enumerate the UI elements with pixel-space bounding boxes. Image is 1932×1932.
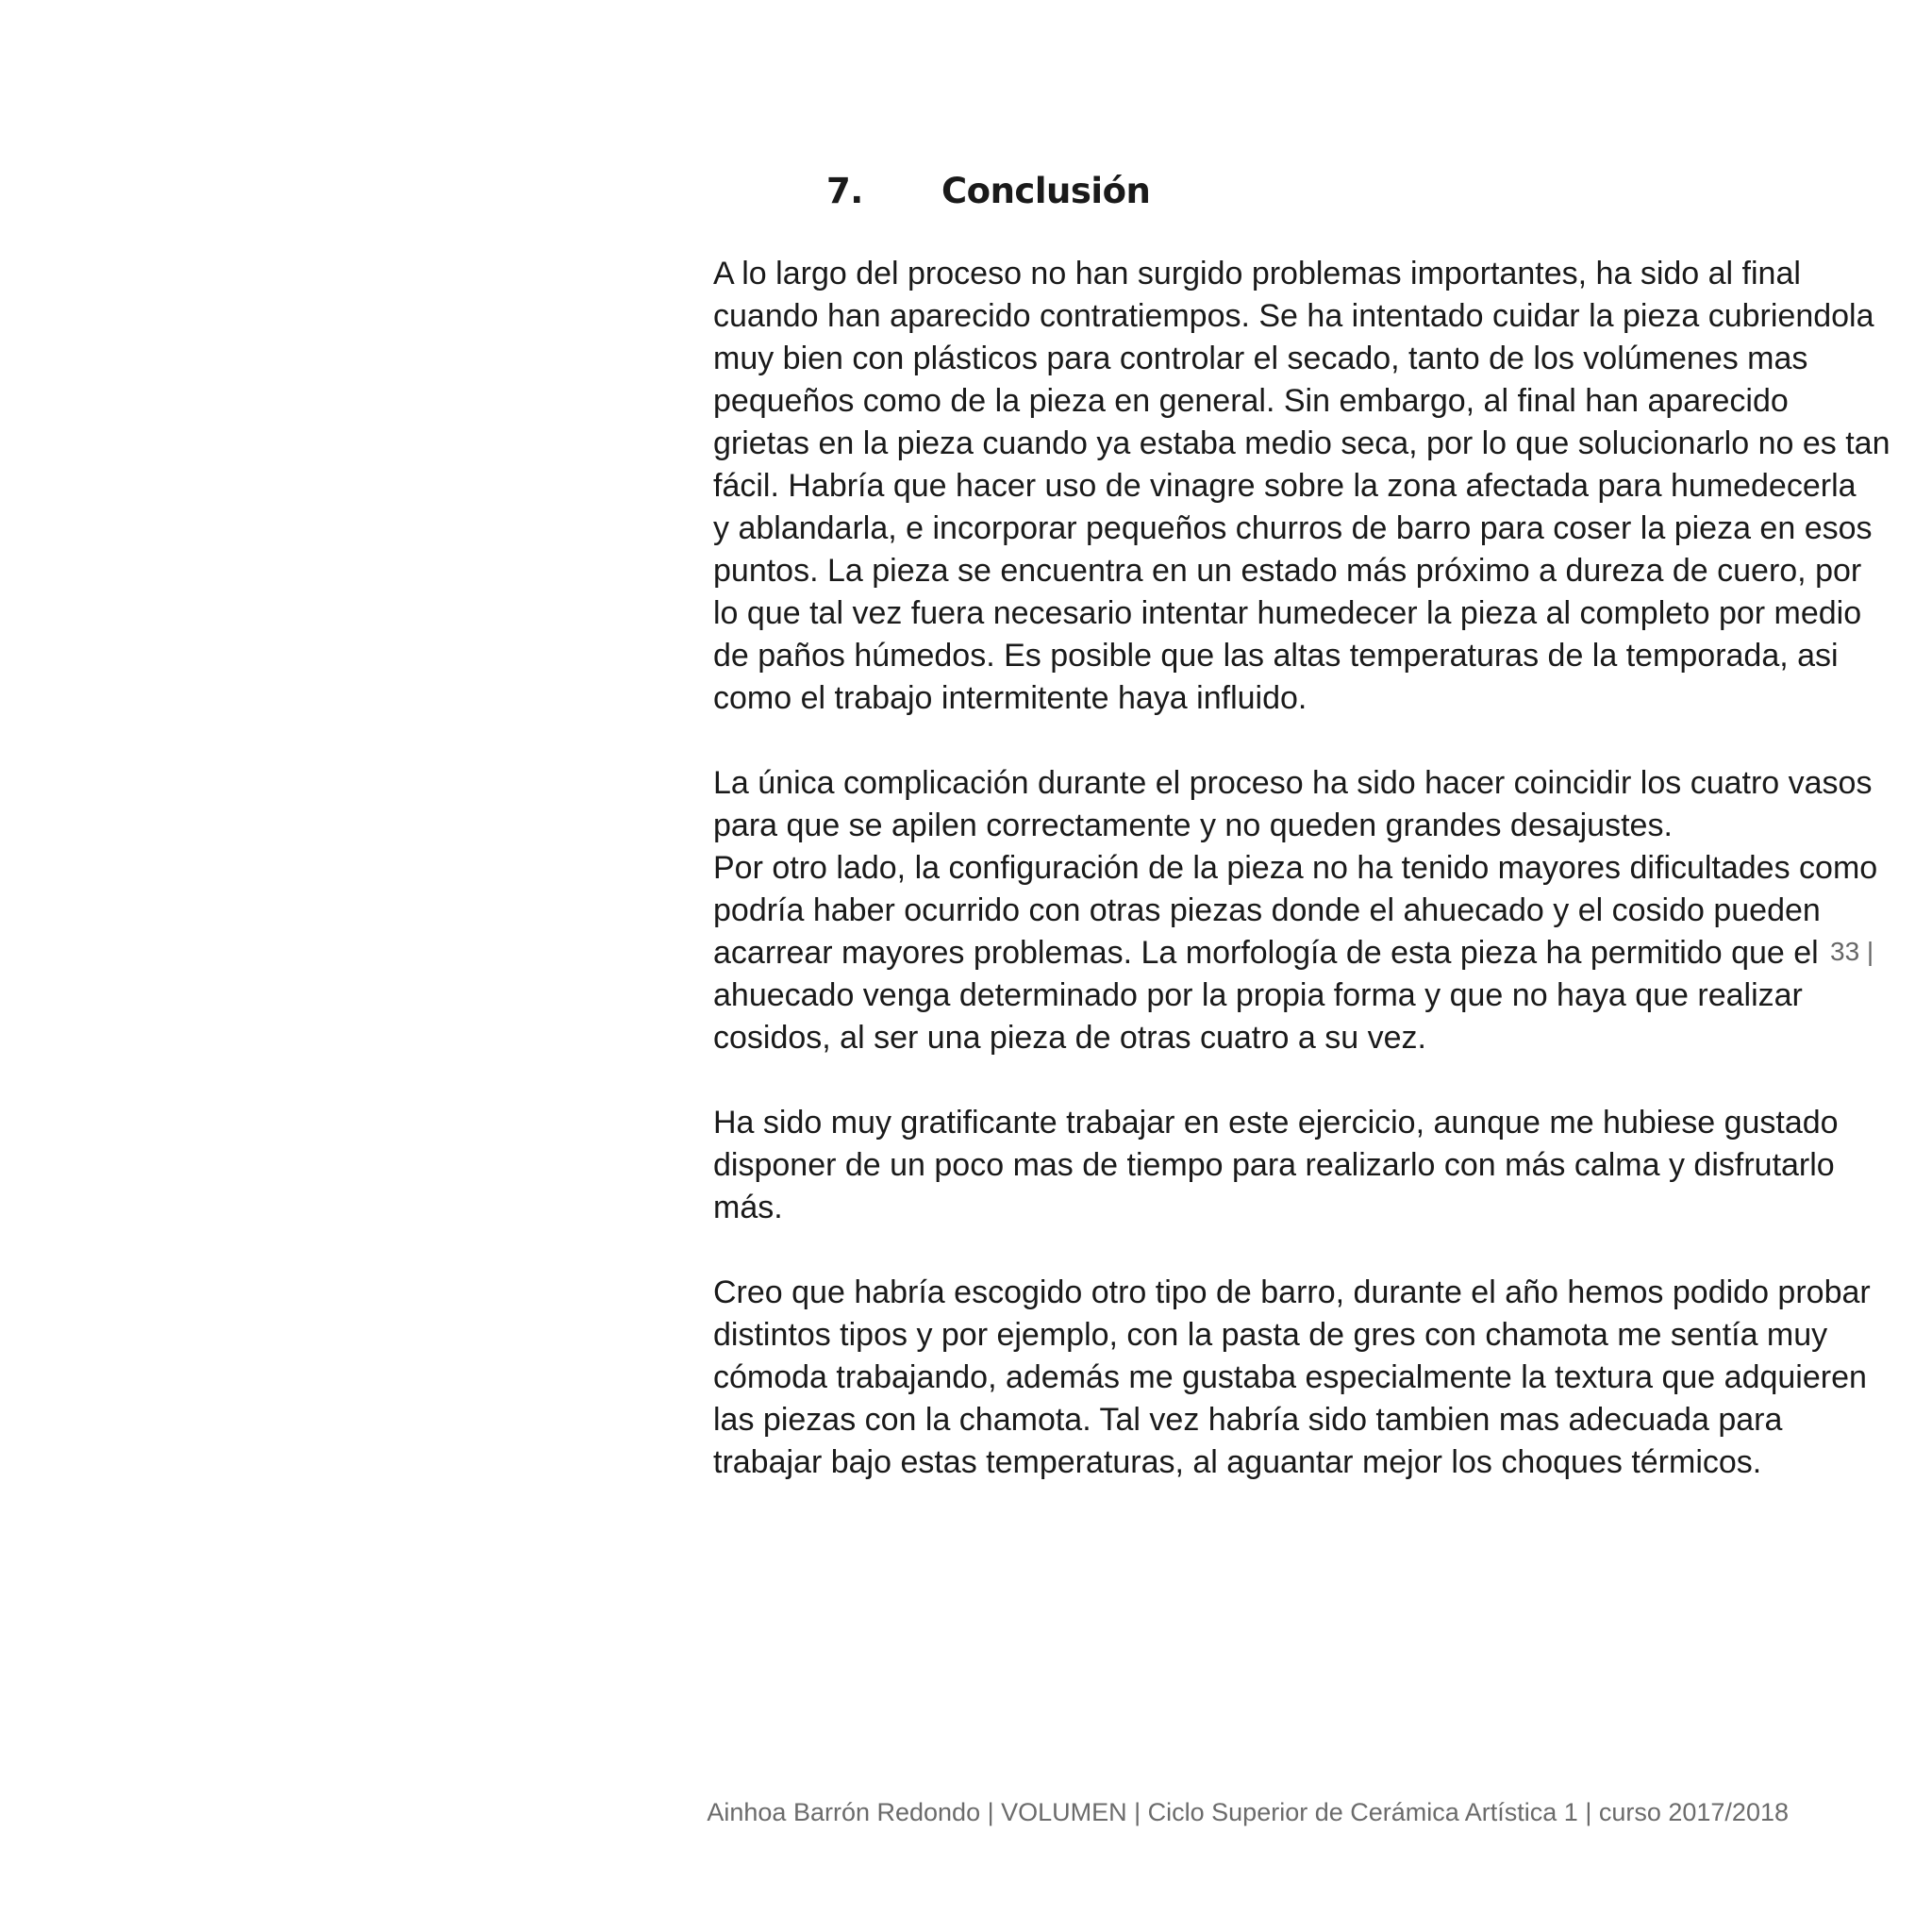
text-line: como el trabajo intermitente haya influido. — [713, 680, 1307, 716]
text-line: las piezas con la chamota. Tal vez habría sido tambien mas adecuada para — [713, 1402, 1783, 1438]
page-footer: Ainhoa Barrón Redondo | VOLUMEN | Ciclo Superior de Cerámica Artística 1 | curso 2017/2018 — [707, 1798, 1789, 1826]
text-line: lo que tal vez fuera necesario intentar humedecer la pieza al completo por medio — [713, 595, 1862, 631]
text-line: más. — [713, 1190, 783, 1225]
text-line: para que se apilen correctamente y no queden grandes desajustes. — [713, 808, 1673, 843]
text-line: A lo largo del proceso no han surgido problemas importantes, ha sido al final — [713, 256, 1801, 291]
text-line: Ha sido muy gratificante trabajar en este ejercicio, aunque me hubiese gustado — [713, 1105, 1839, 1141]
text-line: Creo que habría escogido otro tipo de barro, durante el año hemos podido probar — [713, 1274, 1871, 1310]
text-line: muy bien con plásticos para controlar el secado, tanto de los volúmenes mas — [713, 341, 1808, 376]
text-line: ahuecado venga determinado por la propia forma y que no haya que realizar — [713, 977, 1803, 1013]
text-line: grietas en la pieza cuando ya estaba medio seca, por lo que solucionarlo no es tan — [713, 425, 1890, 461]
text-line: fácil. Habría que hacer uso de vinagre sobre la zona afectada para humedecerla — [713, 468, 1857, 504]
text-line: cómoda trabajando, además me gustaba especialmente la textura que adquieren — [713, 1359, 1867, 1395]
text-line: puntos. La pieza se encuentra en un estado más próximo a dureza de cuero, por — [713, 553, 1862, 589]
paragraph — [713, 253, 1890, 720]
text-line: cuando han aparecido contratiempos. Se ha intentado cuidar la pieza cubriendola — [713, 298, 1874, 334]
paragraph — [713, 1102, 1839, 1229]
text-line: de paños húmedos. Es posible que las altas temperaturas de la temporada, asi — [713, 638, 1839, 674]
text-line: Por otro lado, la configuración de la pieza no ha tenido mayores dificultades como — [713, 850, 1878, 886]
paragraph — [713, 1272, 1871, 1484]
section-heading — [826, 166, 1150, 215]
text-line: cosidos, al ser una pieza de otras cuatro a su vez. — [713, 1020, 1426, 1056]
text-line: acarrear mayores problemas. La morfología de esta pieza ha permitido que el — [713, 935, 1819, 971]
text-line: pequeños como de la pieza en general. Sin embargo, al final han aparecido — [713, 383, 1789, 419]
text-line: La única complicación durante el proceso ha sido hacer coincidir los cuatro vasos — [713, 765, 1873, 801]
section-title: Conclusión — [941, 170, 1151, 211]
page-number: 33 | — [1830, 937, 1874, 966]
text-line: distintos tipos y por ejemplo, con la pasta de gres con chamota me sentía muy — [713, 1317, 1828, 1353]
text-line: y ablandarla, e incorporar pequeños churros de barro para coser la pieza en esos — [713, 510, 1873, 546]
section-number: 7. — [826, 170, 863, 211]
text-line: podría haber ocurrido con otras piezas donde el ahuecado y el cosido pueden — [713, 892, 1821, 928]
text-line: trabajar bajo estas temperaturas, al aguantar mejor los choques térmicos. — [713, 1444, 1762, 1480]
text-line: disponer de un poco mas de tiempo para realizarlo con más calma y disfrutarlo — [713, 1147, 1835, 1183]
